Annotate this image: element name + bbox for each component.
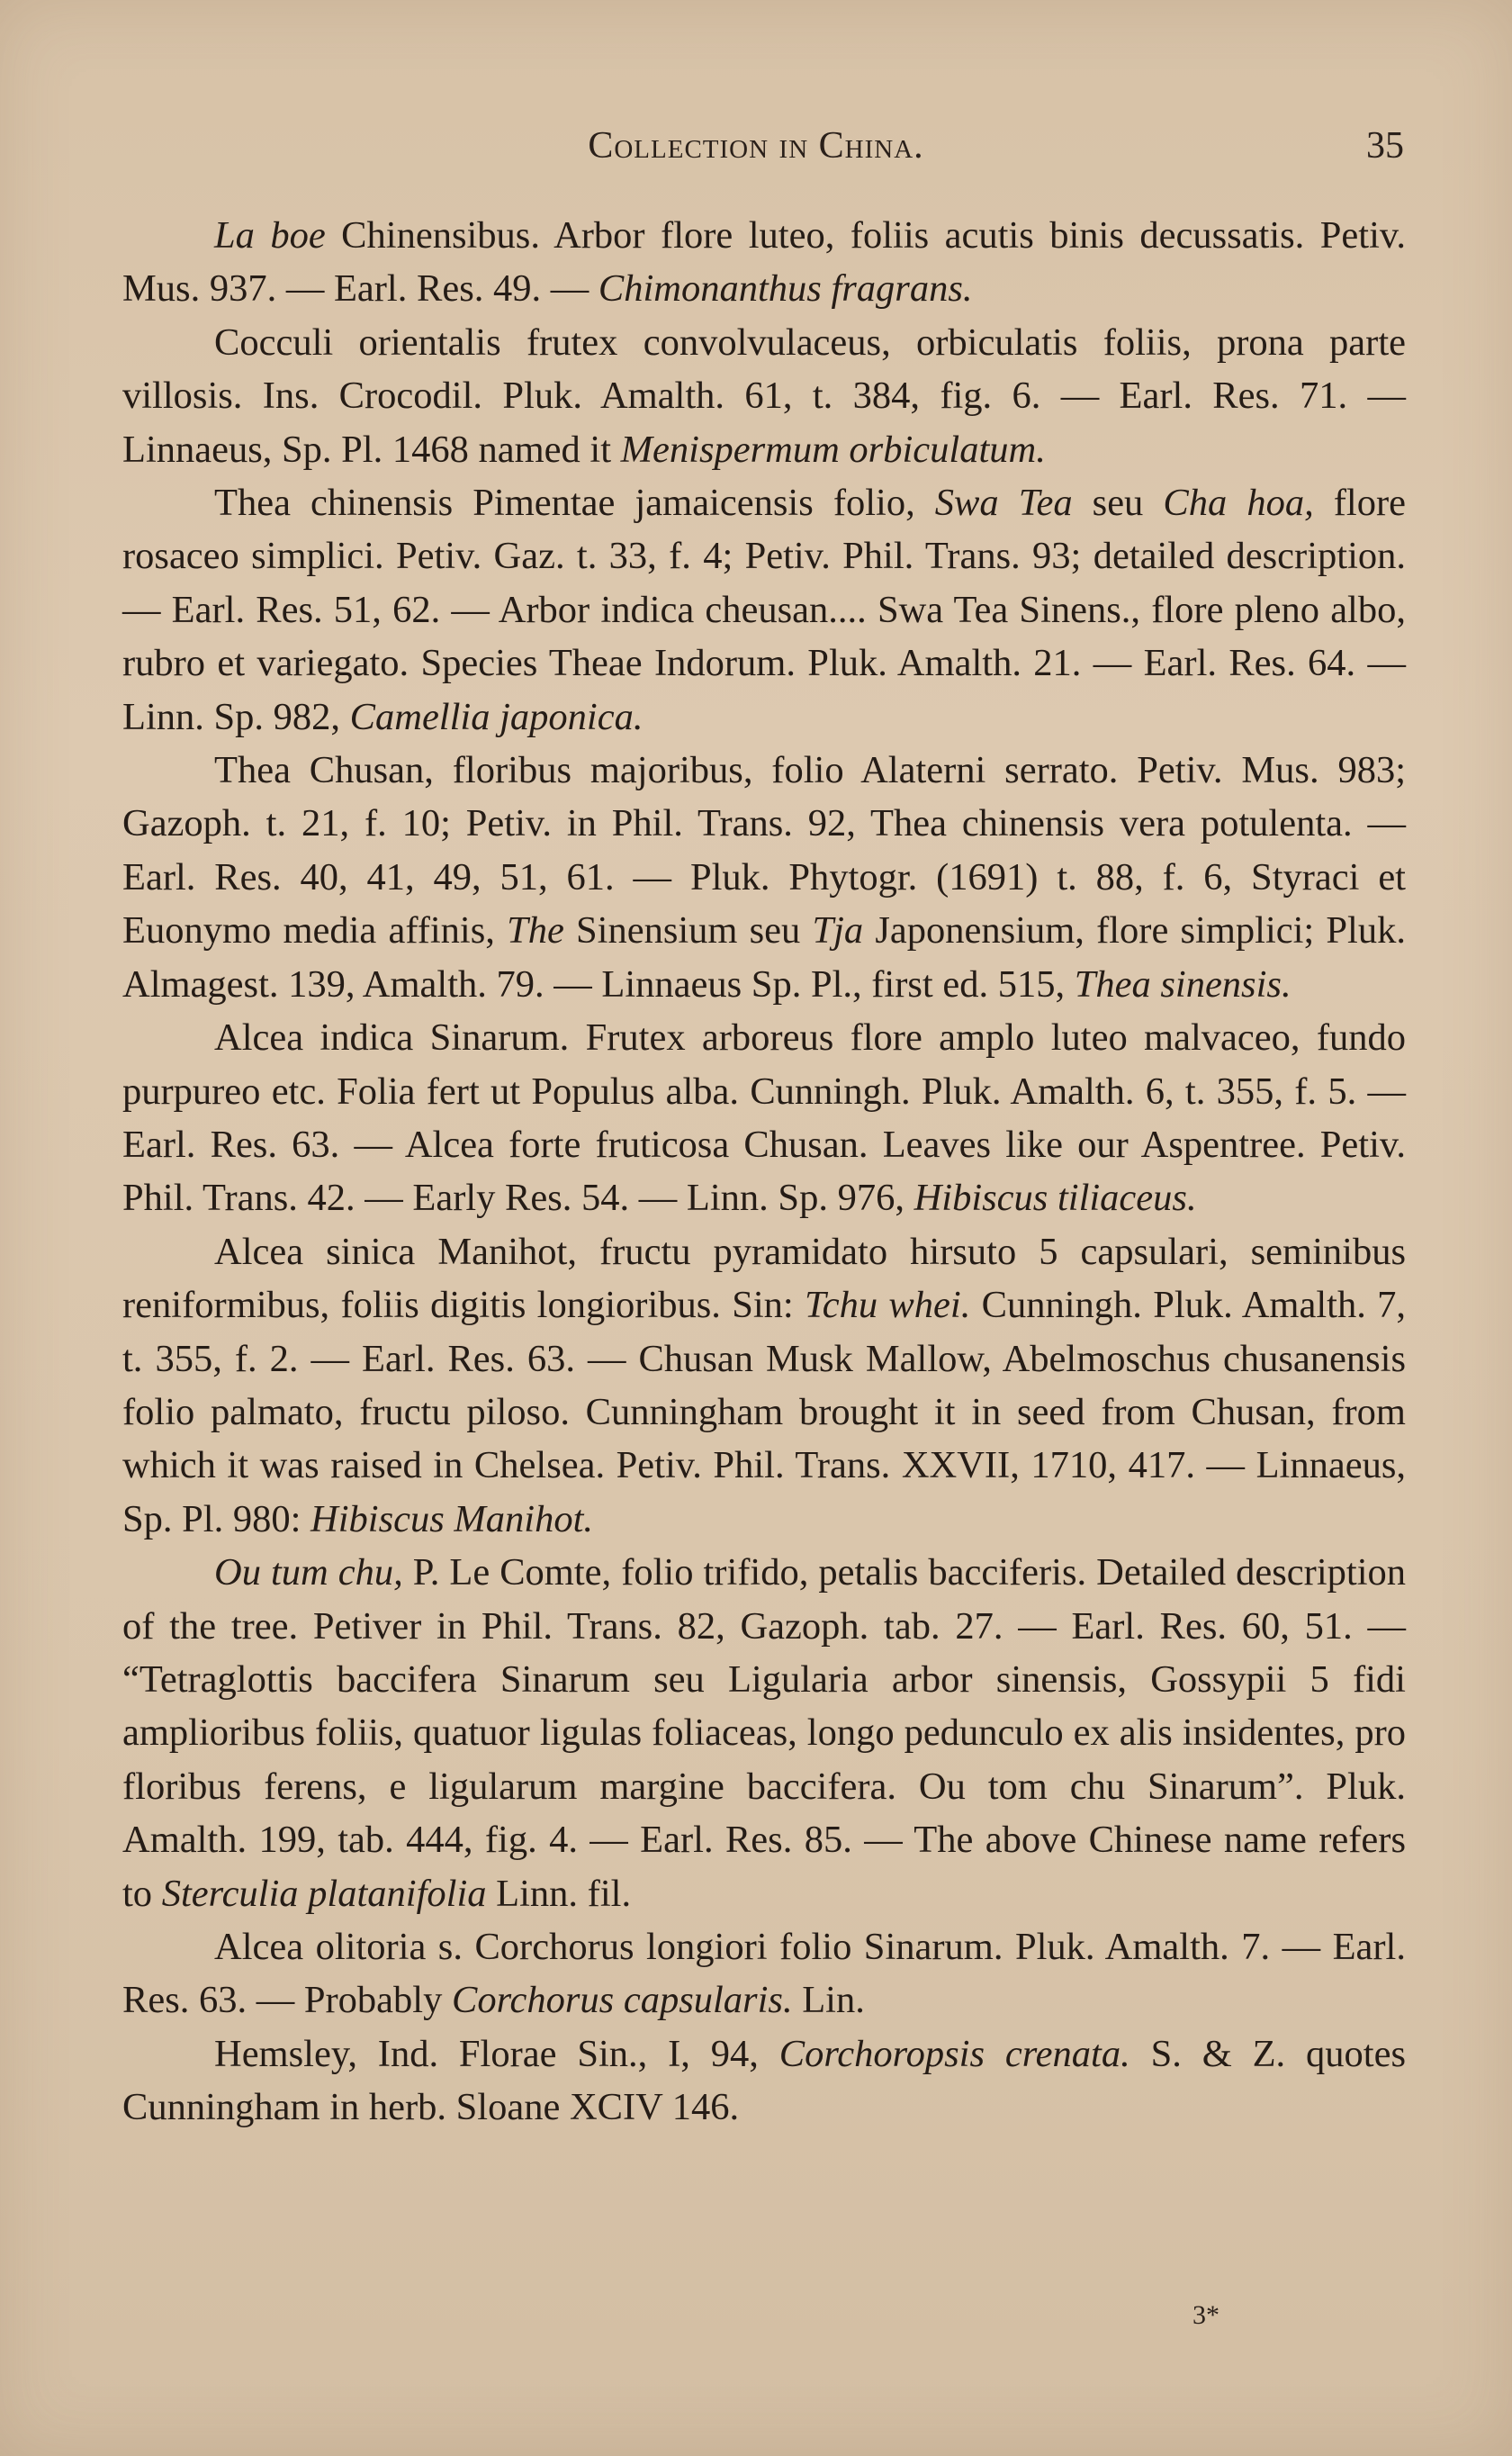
paragraph xyxy=(122,209,1406,316)
text-run: Thea Chusan, floribus majoribus, folio Alaterni serrato. Petiv. Mus. 983; Gazoph. t. 21, f. 10; Petiv. in Phil. Trans. 92, Thea chinensis vera potulenta. — Earl. Res. 40, 41, 49, 51, 61. — Pluk. Phytogr. (1691) t. 88, f. 6, Styraci et Euonymo media affinis, xyxy=(122,749,1406,953)
paragraph xyxy=(122,744,1406,1011)
paragraph xyxy=(122,316,1406,476)
italic-taxon-name: Thea sinensis. xyxy=(1074,962,1292,1006)
italic-taxon-name: Swa Tea xyxy=(934,482,1073,525)
body-text xyxy=(122,209,1406,2135)
italic-taxon-name: Camellia japonica. xyxy=(349,695,644,738)
italic-taxon-name: La boe xyxy=(214,214,326,257)
text-run: Cunningh. Pluk. Amalth. 7, t. 355, f. 2. — Earl. Res. 63. — Chusan Musk Mallow, Abelmoschus chusanensis folio palmato, fructu piloso. Cunningham brought it in seed from Chusan, from which it was raised in Chelsea. Petiv. Phil. Trans. XXVII, 1710, 417. — Linnaeus, Sp. Pl. 980: xyxy=(122,1284,1406,1540)
paragraph xyxy=(122,1011,1406,1225)
text-run: Chinensibus. Arbor flore luteo, foliis acutis binis decussatis. Petiv. Mus. 937. — Earl. Res. 49. — xyxy=(122,214,1406,311)
text-run: Hemsley, Ind. Florae Sin., I, 94, xyxy=(214,2032,779,2075)
text-run: flore rosaceo simplici. Petiv. Gaz. t. 33, f. 4; Petiv. Phil. Trans. 93; detailed description. — Earl. Res. 51, 62. — Arbor indica cheusan.... Swa Tea Sinens., flore pleno albo, rubro et variegato. Species Theae Indorum. Pluk. Amalth. 21. — Earl. Res. 64. — Linn. Sp. 982, xyxy=(122,482,1407,738)
italic-taxon-name: Sterculia platanifolia xyxy=(161,1872,487,1915)
paragraph xyxy=(122,1225,1406,1546)
paragraph xyxy=(122,1546,1406,1920)
italic-taxon-name: Corchorus capsularis. xyxy=(451,1979,793,2022)
italic-taxon-name: The xyxy=(507,909,564,953)
paragraph xyxy=(122,476,1406,744)
text-run: P. Le Comte, folio trifido, petalis bacciferis. Detailed description of the tree. Petiver in Phil. Trans. 82, Gazoph. tab. 27. — Earl. Res. 60, 51. — “Tetraglottis baccifera Sinarum seu Ligularia arbor sinensis, Gossypii 5 fidi amplioribus foliis, quatuor ligulas foliaceas, longo pedunculo ex alis insidentes, pro floribus ferens, e ligularum margine baccifera. Ou tom chu Sinarum”. Pluk. Amalth. 199, tab. 444, fig. 4. — Earl. Res. 85. — The above Chinese name refers to xyxy=(122,1551,1406,1915)
italic-taxon-name: Tchu whei. xyxy=(805,1284,971,1327)
text-run: Thea chinensis Pimentae jamaicensis folio, xyxy=(214,482,935,525)
text-run: Cocculi orientalis frutex convolvulaceus, orbiculatis foliis, prona parte villosis. Ins. Crocodil. Pluk. Amalth. 61, t. 384, fig. 6. — Earl. Res. 71. — Linnaeus, Sp. Pl. 1468 named it xyxy=(122,321,1406,471)
page-number: 35 xyxy=(1366,125,1404,167)
paragraph xyxy=(122,1920,1406,2027)
text-run: seu xyxy=(1072,482,1164,525)
text-run: Sinensium seu xyxy=(563,909,813,953)
italic-taxon-name: Corchoropsis crenata. xyxy=(778,2032,1130,2075)
italic-taxon-name: Hibiscus tiliaceus. xyxy=(914,1177,1197,1220)
paragraph xyxy=(122,2027,1406,2135)
text-run: Alcea olitoria s. Corchorus longiori folio Sinarum. Pluk. Amalth. 7. — Earl. Res. 63. — Probably xyxy=(122,1926,1406,2022)
italic-taxon-name: Chimonanthus fragrans. xyxy=(598,267,973,311)
page-title: Collection in China. xyxy=(588,125,924,167)
text-run: Lin. xyxy=(792,1979,865,2022)
signature-mark: 3* xyxy=(1192,2300,1220,2330)
running-head xyxy=(0,117,1512,171)
italic-taxon-name: Hibiscus Manihot. xyxy=(310,1497,594,1540)
text-run: Alcea sinica Manihot, fructu pyramidato hirsuto 5 capsulari, seminibus reniformibus, foliis digitis longioribus. Sin: xyxy=(122,1230,1406,1327)
italic-taxon-name: Menispermum orbiculatum. xyxy=(620,428,1046,471)
text-run: Alcea indica Sinarum. Frutex arboreus flore amplo luteo malvaceo, fundo purpureo etc. Folia fert ut Populus alba. Cunningh. Pluk. Amalth. 6, t. 355, f. 5. — Earl. Res. 63. — Alcea forte fruticosa Chusan. Leaves like our Aspentree. Petiv. Phil. Trans. 42. — Early Res. 54. — Linn. Sp. 976, xyxy=(122,1016,1406,1220)
text-run: Linn. fil. xyxy=(486,1872,632,1915)
italic-taxon-name: Cha hoa, xyxy=(1163,482,1314,525)
text-run: Japonensium, flore simplici; Pluk. Almagest. 139, Amalth. 79. — Linnaeus Sp. Pl., first ed. 515, xyxy=(122,909,1406,1006)
italic-taxon-name: Tja xyxy=(812,909,864,953)
italic-taxon-name: Ou tum chu, xyxy=(214,1551,403,1594)
text-run: S. & Z. quotes Cunningham in herb. Sloane XCIV 146. xyxy=(122,2032,1406,2129)
